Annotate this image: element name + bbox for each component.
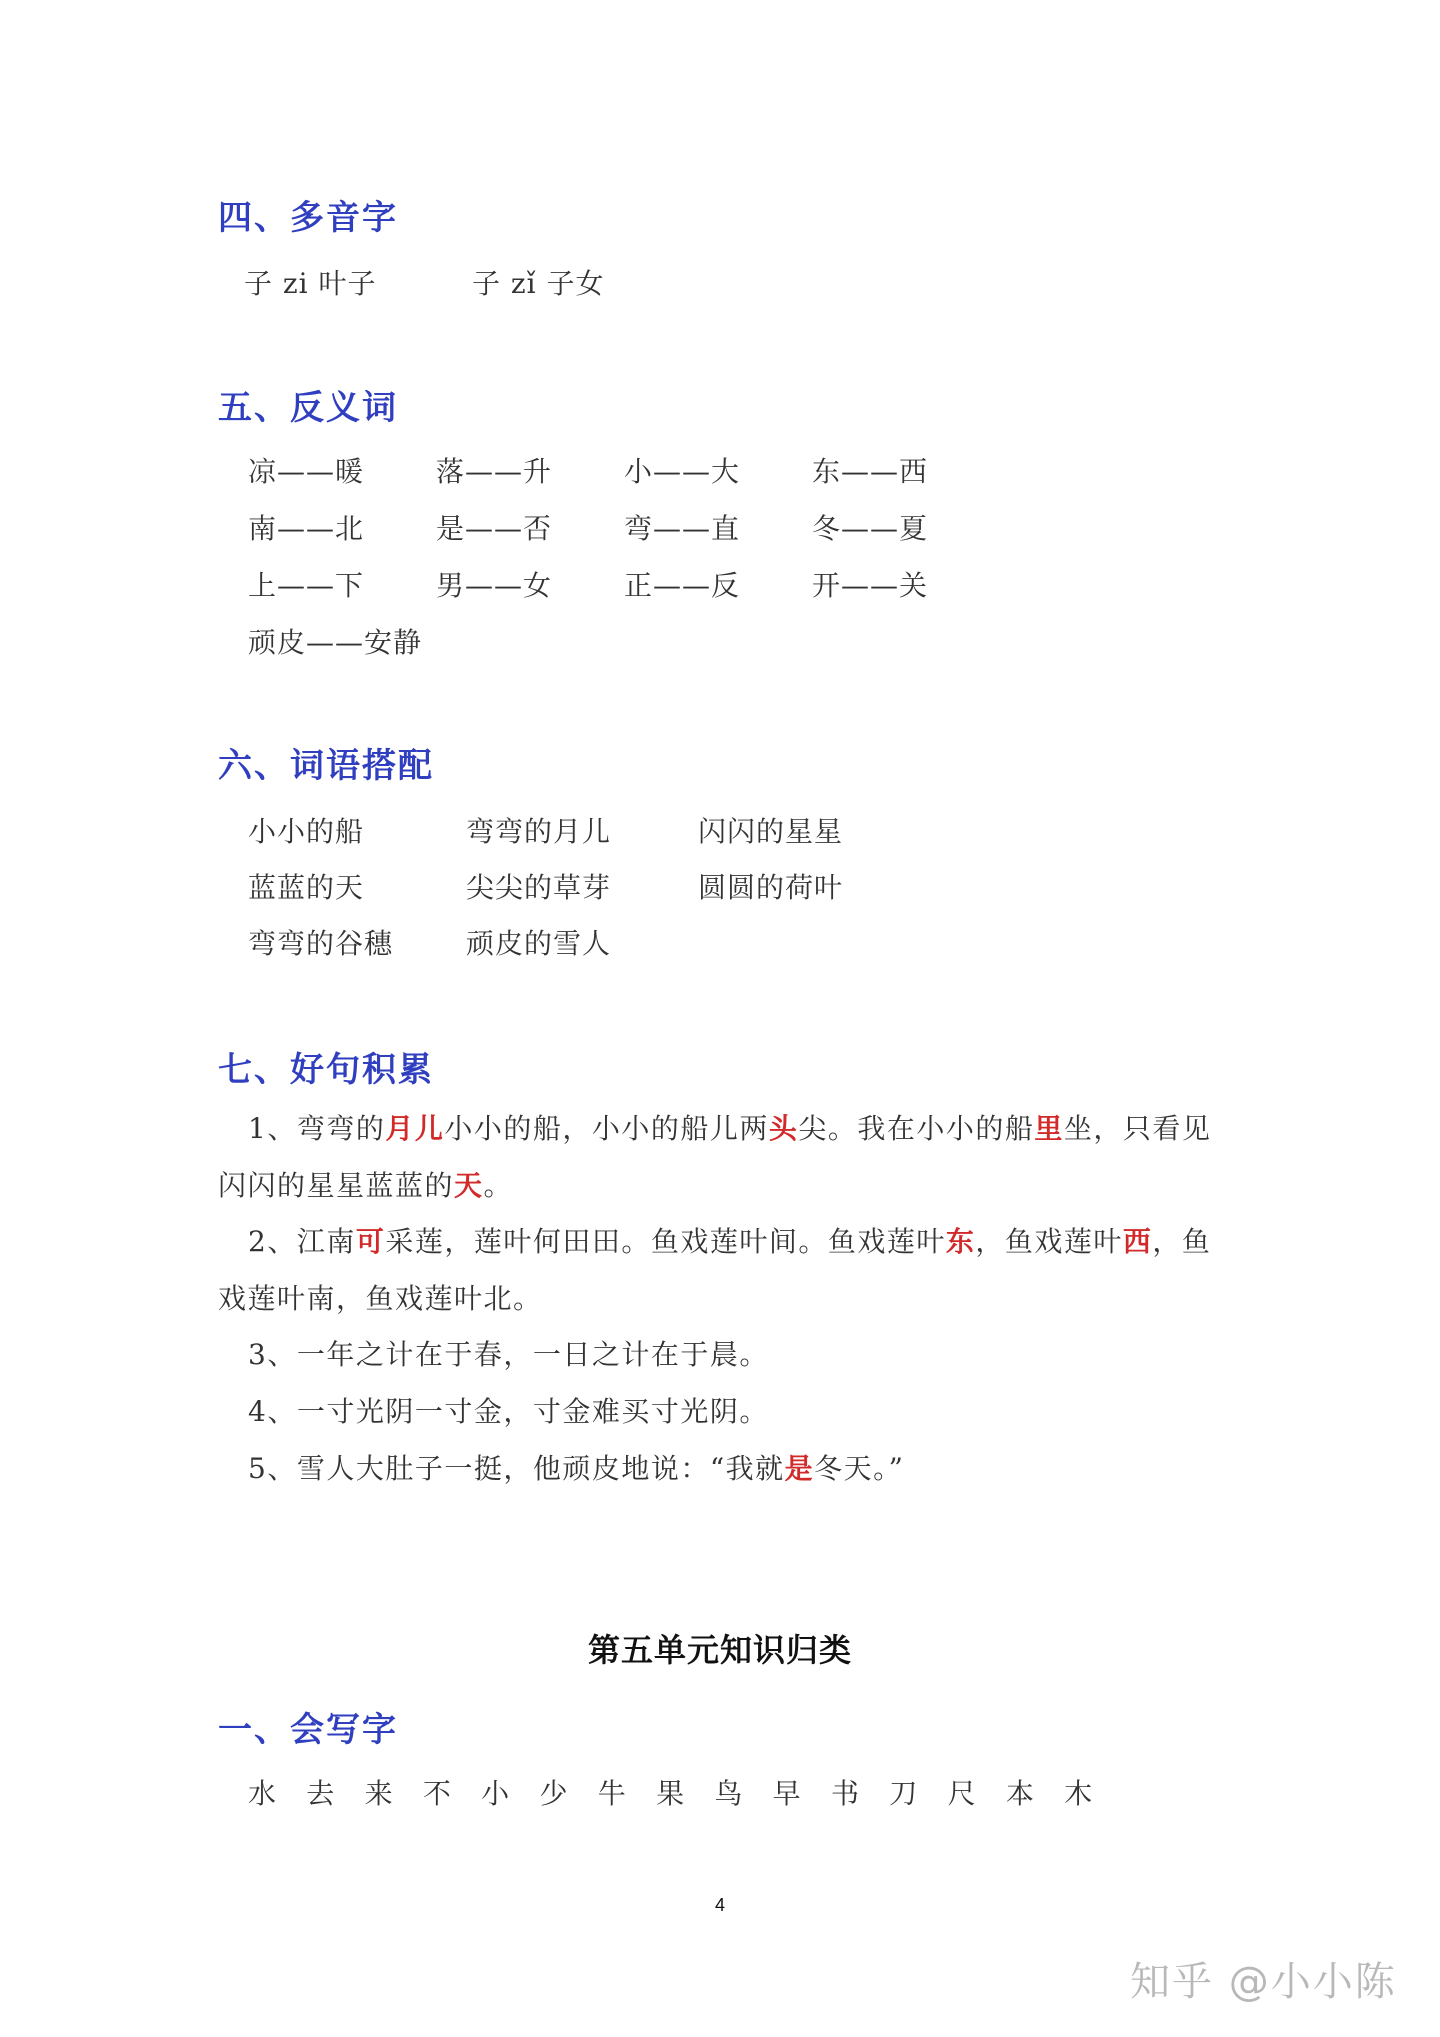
writing-char: 水 [247,1777,276,1810]
highlight-word: 头 [768,1112,799,1145]
polyphonic-item: 子 zi 叶子 [244,267,377,300]
phrase-item: 弯弯的月儿 [466,815,612,848]
writing-char: 书 [830,1777,859,1810]
section-heading-polyphonic: 四、多音字 [218,198,398,238]
sentence-5: 5、雪人大肚子一挺，他顽皮地说：“我就是冬天。” [248,1452,905,1485]
antonym-pair: 冬——夏 [812,512,929,545]
antonym-pair: 是——否 [436,512,553,545]
antonym-pair: 凉——暖 [248,455,365,488]
highlight-word: 是 [784,1452,815,1485]
antonym-pair: 开——关 [812,569,929,602]
sentence-3: 3、一年之计在于春，一日之计在于晨。 [248,1338,769,1371]
highlight-word: 西 [1122,1225,1153,1258]
writing-char: 刀 [889,1777,918,1810]
phrase-item: 闪闪的星星 [698,815,844,848]
phrase-item: 蓝蓝的天 [248,871,365,904]
polyphonic-item: 子 zǐ 子女 [472,267,605,300]
sentence-1: 1、弯弯的月儿小小的船，小小的船儿两头尖。我在小小的船里坐，只看见闪闪的星星蓝蓝的天。 [218,1112,1212,1202]
antonym-pair: 上——下 [248,569,365,602]
section-heading-word-matching: 六、词语搭配 [218,746,434,786]
highlight-word: 可 [355,1225,386,1258]
highlight-word: 东 [945,1225,976,1258]
highlight-word: 月儿 [385,1112,445,1145]
antonym-pair: 顽皮——安静 [248,626,423,659]
writing-char: 果 [656,1777,685,1810]
antonym-pair: 落——升 [436,455,553,488]
antonym-pair: 男——女 [436,569,553,602]
watermark: 知乎 @小小陈 [1130,1959,1397,2005]
sentence-4: 4、一寸光阴一寸金，寸金难买寸光阴。 [248,1395,769,1428]
writing-char: 鸟 [714,1777,743,1810]
writing-char: 尺 [947,1777,976,1810]
writing-char: 来 [364,1777,393,1810]
writing-char: 早 [772,1777,801,1810]
phrase-item: 圆圆的荷叶 [698,871,844,904]
phrase-item: 顽皮的雪人 [466,927,612,960]
phrase-item: 尖尖的草芽 [466,871,612,904]
writing-char: 不 [422,1777,451,1810]
sentence-2: 2、江南可采莲，莲叶何田田。鱼戏莲叶间。鱼戏莲叶东，鱼戏莲叶西，鱼戏莲叶南，鱼戏莲叶北。 [218,1225,1212,1315]
writing-char: 去 [306,1777,335,1810]
antonym-pair: 小——大 [624,455,741,488]
highlight-word: 里 [1034,1112,1064,1145]
unit-title: 第五单元知识归类 [587,1631,852,1669]
phrase-item: 小小的船 [248,815,365,848]
phrase-item: 弯弯的谷穗 [248,927,394,960]
writing-char: 少 [539,1777,568,1810]
section-heading-writing-chars: 一、会写字 [218,1710,398,1750]
writing-char: 本 [1005,1777,1034,1810]
section-heading-antonyms: 五、反义词 [218,388,398,428]
antonym-pair: 东——西 [812,455,929,488]
page-number: 4 [714,1895,725,1915]
writing-char: 牛 [597,1777,626,1810]
antonym-pair: 弯——直 [624,512,741,545]
antonym-pair: 正——反 [624,569,741,602]
section-heading-good-sentences: 七、好句积累 [218,1050,434,1090]
writing-char: 小 [481,1777,510,1810]
antonym-pair: 南——北 [248,512,365,545]
writing-char: 木 [1064,1777,1093,1810]
highlight-word: 天 [454,1169,484,1202]
